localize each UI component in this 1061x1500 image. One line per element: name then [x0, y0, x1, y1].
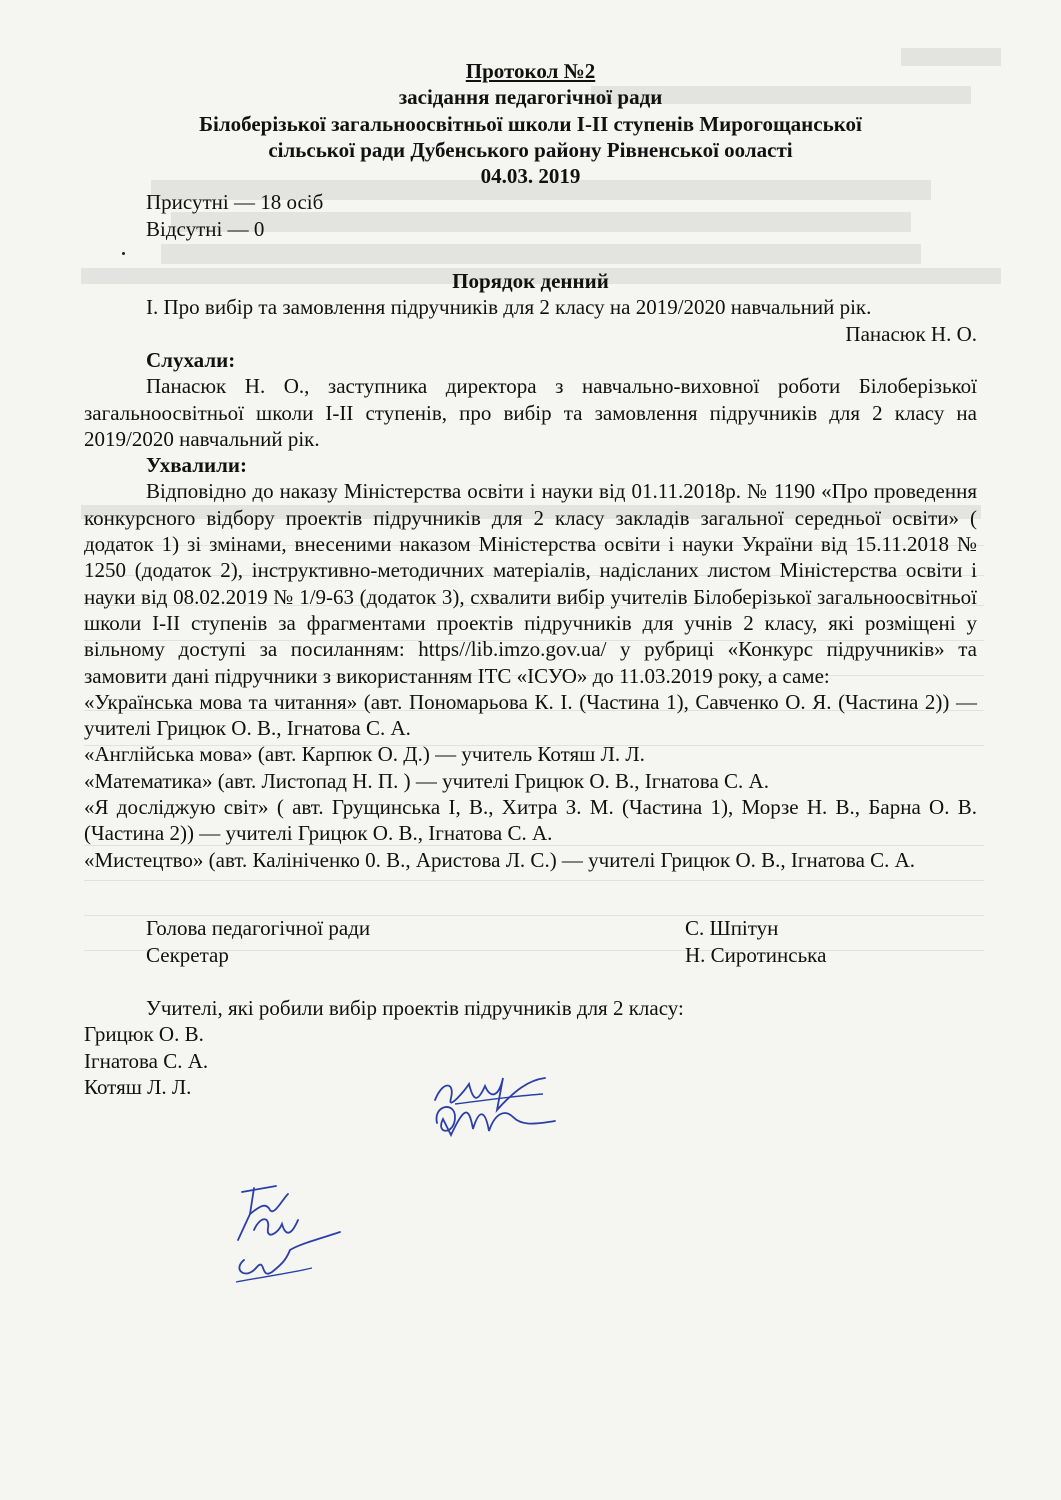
document-date: 04.03. 2019	[480, 164, 581, 189]
attendance-absent: Відсутні — 0	[146, 216, 265, 241]
textbook-item: «Мистецтво» (авт. Калініченко 0. В., Аристова Л. С.) — учителі Грицюк О. В., Ігнатова С. А.	[84, 847, 916, 872]
agenda-speaker: Панасюк Н. О.	[845, 321, 977, 346]
teacher-name: Котяш Л. Л.	[84, 1074, 192, 1099]
attendance-present: Присутні — 18 осіб	[146, 190, 324, 215]
listened-text: Панасюк Н. О., заступника директора з навчально-виховної роботи Білоберізької загальноосвітньої школи І-ІІ ступенів, про вибір та замовлення підручників для 2 класу на 2019/2020 навчальний рік.	[84, 374, 977, 451]
agenda-item: І. Про вибір та замовлення підручників для 2 класу на 2019/2020 навчальний рік.	[146, 295, 872, 320]
resolved-text: Відповідно до наказу Міністерства освіти і науки від 01.11.2018р. № 1190 «Про проведення конкурсного відбору проектів підручників для 2 класу закладів загальної середньої освіти» ( додаток 1) зі змінами, внесеними наказом Міністерства освіти і науки України від 15.11.2018 № 1250 (додаток 2), інструктивно-методичних матеріалів, надісланих листом Міністерства освіти і науки від 08.02.2019 № 1/9-63 (додаток 3), схвалити вибір учителів Білоберізької загальноосвітньої школи І-ІІ ступенів за фрагментами проектів підручників для учнів 2 класу, які розміщені у вільному доступі за посиланням: https//lib.imzo.gov.ua/ у рубриці «Конкурс підручників» та замовити дані підручники з використанням ІТС «ІСУО» до 11.03.2019 року, а саме:	[84, 479, 977, 688]
agenda-heading: Порядок денний	[452, 269, 609, 294]
teacher-name: Ігнатова С. А.	[84, 1048, 209, 1073]
teachers-intro: Учителі, які робили вибір проектів підручників для 2 класу:	[146, 995, 684, 1020]
chair-signature-row	[84, 915, 977, 942]
textbook-item: «Я досліджую світ» ( авт. Грущинська І, В., Хитра З. М. (Частина 1), Морзе Н. В., Барна О. В. (Частина 2)) — учителі Грицюк О. В., Ігнатова С. А.	[84, 795, 977, 846]
textbook-item: «Українська мова та читання» (авт. Пономарьова К. І. (Частина 1), Савченко О. Я. (Частина 2)) — учителі Грицюк О. В., Ігнатова С. А.	[84, 689, 977, 741]
document-title: Протокол №2	[465, 59, 596, 83]
protocol-document	[84, 58, 977, 1100]
secretary-handwritten-signature	[425, 1095, 575, 1145]
chair-name: С. Шпітун	[685, 915, 779, 940]
secretary-name: Н. Сиротинська	[685, 942, 827, 967]
resolved-heading: Ухвалили:	[146, 453, 247, 478]
secretary-signature-row	[84, 942, 977, 969]
teacher-name: Грицюк О. В.	[84, 1022, 204, 1047]
organization-line-1: Білоберізької загальноосвітньої школи І-ІІ ступенів Мирогощанської	[199, 111, 862, 136]
textbook-item: «Англійська мова» (авт. Карпюк О. Д.) — учитель Котяш Л. Л.	[84, 742, 645, 767]
document-subtitle: засідання педагогічної ради	[398, 85, 663, 110]
teacher-3-handwritten-signature	[226, 1220, 346, 1290]
listened-heading: Слухали:	[146, 347, 236, 372]
textbook-item: «Математика» (авт. Листопад Н. П. ) — учителі Грицюк О. В., Ігнатова С. А.	[84, 768, 769, 793]
chair-label: Голова педагогічної ради	[146, 915, 371, 940]
organization-line-2: сільської ради Дубенського району Рівненської ооласті	[268, 137, 793, 162]
secretary-label: Секретар	[146, 942, 229, 967]
textbook-list	[84, 689, 977, 873]
